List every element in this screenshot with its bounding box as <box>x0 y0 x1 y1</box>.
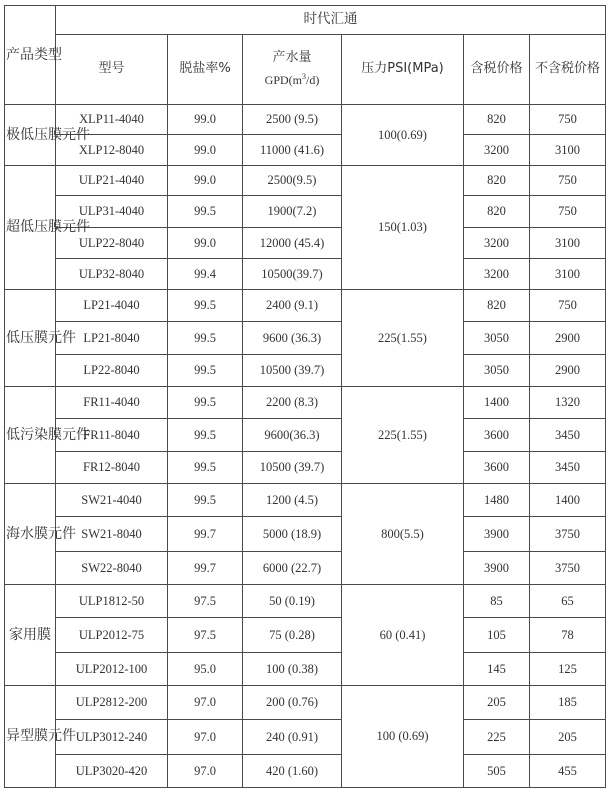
header-price-tax: 含税价格 <box>464 35 530 105</box>
flow-unit-prefix: GPD(m <box>264 73 302 88</box>
flow-cell: 200 (0.76) <box>243 686 342 720</box>
price-table <box>4 5 606 788</box>
header-category: 产品类型 <box>5 6 56 105</box>
table-row <box>5 618 606 653</box>
model-cell: XLP11-4040 <box>56 105 168 135</box>
table-row <box>5 135 606 166</box>
table-row <box>5 686 606 720</box>
rejection-cell: 99.5 <box>168 484 243 517</box>
rejection-cell: 99.0 <box>168 166 243 196</box>
price-tax-cell: 105 <box>464 618 530 653</box>
price-notax-cell: 3750 <box>530 517 606 552</box>
price-notax-cell: 3750 <box>530 552 606 585</box>
price-notax-cell: 205 <box>530 720 606 755</box>
price-notax-cell: 3100 <box>530 228 606 259</box>
flow-cell: 75 (0.28) <box>243 618 342 653</box>
header-flow <box>243 35 342 105</box>
flow-cell: 9600 (36.3) <box>243 322 342 355</box>
price-tax-cell: 3050 <box>464 322 530 355</box>
price-notax-cell: 1400 <box>530 484 606 517</box>
table-row <box>5 720 606 755</box>
rejection-cell: 97.5 <box>168 618 243 653</box>
header-flow-unit <box>244 72 340 88</box>
flow-unit-suffix: /d) <box>306 73 320 88</box>
price-tax-cell: 820 <box>464 196 530 228</box>
rejection-cell: 97.0 <box>168 686 243 720</box>
table-row <box>5 419 606 452</box>
pressure-cell: 60 (0.41) <box>342 585 464 686</box>
pressure-cell: 225(1.55) <box>342 387 464 484</box>
table-row <box>5 755 606 788</box>
model-cell: ULP2012-75 <box>56 618 168 653</box>
pressure-cell: 100 (0.69) <box>342 686 464 788</box>
flow-cell: 2400 (9.1) <box>243 290 342 322</box>
rejection-cell: 97.5 <box>168 585 243 618</box>
model-cell: ULP1812-50 <box>56 585 168 618</box>
flow-cell: 420 (1.60) <box>243 755 342 788</box>
price-notax-cell: 3450 <box>530 419 606 452</box>
model-cell: ULP31-4040 <box>56 196 168 228</box>
model-cell: FR11-8040 <box>56 419 168 452</box>
flow-cell: 2200 (8.3) <box>243 387 342 419</box>
flow-cell: 10500 (39.7) <box>243 452 342 484</box>
flow-cell: 6000 (22.7) <box>243 552 342 585</box>
table-row <box>5 387 606 419</box>
pressure-cell: 150(1.03) <box>342 166 464 290</box>
category-cell: 低污染膜元件 <box>5 387 56 484</box>
rejection-cell: 99.0 <box>168 105 243 135</box>
table-row <box>5 452 606 484</box>
flow-cell: 10500(39.7) <box>243 259 342 290</box>
rejection-cell: 97.0 <box>168 720 243 755</box>
model-cell: ULP21-4040 <box>56 166 168 196</box>
rejection-cell: 97.0 <box>168 755 243 788</box>
model-cell: XLP12-8040 <box>56 135 168 166</box>
flow-cell: 240 (0.91) <box>243 720 342 755</box>
price-tax-cell: 505 <box>464 755 530 788</box>
table-row <box>5 259 606 290</box>
table-row <box>5 517 606 552</box>
price-notax-cell: 455 <box>530 755 606 788</box>
price-notax-cell: 1320 <box>530 387 606 419</box>
price-tax-cell: 3600 <box>464 452 530 484</box>
price-tax-cell: 820 <box>464 290 530 322</box>
price-notax-cell: 65 <box>530 585 606 618</box>
model-cell: ULP3020-420 <box>56 755 168 788</box>
model-cell: ULP2012-100 <box>56 653 168 686</box>
pressure-cell: 225(1.55) <box>342 290 464 387</box>
category-cell: 家用膜 <box>5 585 56 686</box>
model-cell: SW21-4040 <box>56 484 168 517</box>
category-cell: 海水膜元件 <box>5 484 56 585</box>
pressure-cell: 100(0.69) <box>342 105 464 166</box>
header-pressure: 压力PSI(MPa) <box>342 35 464 105</box>
header-price-notax: 不含税价格 <box>530 35 606 105</box>
price-notax-cell: 3100 <box>530 259 606 290</box>
model-cell: ULP22-8040 <box>56 228 168 259</box>
price-notax-cell: 78 <box>530 618 606 653</box>
price-tax-cell: 3600 <box>464 419 530 452</box>
price-notax-cell: 185 <box>530 686 606 720</box>
table-row <box>5 105 606 135</box>
price-notax-cell: 3450 <box>530 452 606 484</box>
header-rejection: 脱盐率% <box>168 35 243 105</box>
model-cell: ULP32-8040 <box>56 259 168 290</box>
rejection-cell: 99.5 <box>168 322 243 355</box>
price-tax-cell: 225 <box>464 720 530 755</box>
price-tax-cell: 820 <box>464 105 530 135</box>
rejection-cell: 99.0 <box>168 135 243 166</box>
price-tax-cell: 1480 <box>464 484 530 517</box>
price-notax-cell: 125 <box>530 653 606 686</box>
model-cell: FR11-4040 <box>56 387 168 419</box>
flow-cell: 9600(36.3) <box>243 419 342 452</box>
flow-cell: 100 (0.38) <box>243 653 342 686</box>
table-row <box>5 552 606 585</box>
price-tax-cell: 3200 <box>464 259 530 290</box>
flow-cell: 2500(9.5) <box>243 166 342 196</box>
price-notax-cell: 750 <box>530 166 606 196</box>
rejection-cell: 95.0 <box>168 653 243 686</box>
flow-cell: 1200 (4.5) <box>243 484 342 517</box>
table-row <box>5 653 606 686</box>
price-tax-cell: 3900 <box>464 517 530 552</box>
table-row <box>5 166 606 196</box>
price-notax-cell: 2900 <box>530 322 606 355</box>
flow-unit-exp: 3 <box>302 72 306 82</box>
price-tax-cell: 85 <box>464 585 530 618</box>
category-cell: 超低压膜元件 <box>5 166 56 290</box>
flow-cell: 50 (0.19) <box>243 585 342 618</box>
model-cell: ULP3012-240 <box>56 720 168 755</box>
rejection-cell: 99.5 <box>168 387 243 419</box>
category-cell: 低压膜元件 <box>5 290 56 387</box>
table-row <box>5 322 606 355</box>
model-cell: ULP2812-200 <box>56 686 168 720</box>
header-row-columns <box>5 35 606 105</box>
rejection-cell: 99.5 <box>168 452 243 484</box>
price-tax-cell: 205 <box>464 686 530 720</box>
model-cell: FR12-8040 <box>56 452 168 484</box>
price-notax-cell: 2900 <box>530 355 606 387</box>
flow-cell: 12000 (45.4) <box>243 228 342 259</box>
table-row <box>5 196 606 228</box>
flow-cell: 11000 (41.6) <box>243 135 342 166</box>
table-row <box>5 228 606 259</box>
rejection-cell: 99.5 <box>168 355 243 387</box>
rejection-cell: 99.4 <box>168 259 243 290</box>
model-cell: LP22-8040 <box>56 355 168 387</box>
rejection-cell: 99.5 <box>168 290 243 322</box>
flow-cell: 10500 (39.7) <box>243 355 342 387</box>
flow-cell: 5000 (18.9) <box>243 517 342 552</box>
model-cell: LP21-4040 <box>56 290 168 322</box>
brand-name: 时代汇通 <box>56 6 606 35</box>
price-tax-cell: 1400 <box>464 387 530 419</box>
pressure-cell: 800(5.5) <box>342 484 464 585</box>
table-row <box>5 585 606 618</box>
table-row <box>5 290 606 322</box>
header-row-brand <box>5 6 606 35</box>
rejection-cell: 99.5 <box>168 196 243 228</box>
flow-cell: 2500 (9.5) <box>243 105 342 135</box>
price-tax-cell: 3200 <box>464 135 530 166</box>
price-notax-cell: 750 <box>530 105 606 135</box>
price-tax-cell: 3050 <box>464 355 530 387</box>
price-notax-cell: 750 <box>530 290 606 322</box>
rejection-cell: 99.5 <box>168 419 243 452</box>
rejection-cell: 99.7 <box>168 552 243 585</box>
model-cell: SW21-8040 <box>56 517 168 552</box>
rejection-cell: 99.0 <box>168 228 243 259</box>
price-tax-cell: 3200 <box>464 228 530 259</box>
flow-cell: 1900(7.2) <box>243 196 342 228</box>
model-cell: LP21-8040 <box>56 322 168 355</box>
category-cell: 极低压膜元件 <box>5 105 56 166</box>
category-cell: 异型膜元件 <box>5 686 56 788</box>
price-tax-cell: 820 <box>464 166 530 196</box>
header-model: 型号 <box>56 35 168 105</box>
price-notax-cell: 750 <box>530 196 606 228</box>
rejection-cell: 99.7 <box>168 517 243 552</box>
table-row <box>5 484 606 517</box>
price-tax-cell: 145 <box>464 653 530 686</box>
price-tax-cell: 3900 <box>464 552 530 585</box>
model-cell: SW22-8040 <box>56 552 168 585</box>
table-row <box>5 355 606 387</box>
price-notax-cell: 3100 <box>530 135 606 166</box>
header-flow-title: 产水量 <box>272 50 312 66</box>
